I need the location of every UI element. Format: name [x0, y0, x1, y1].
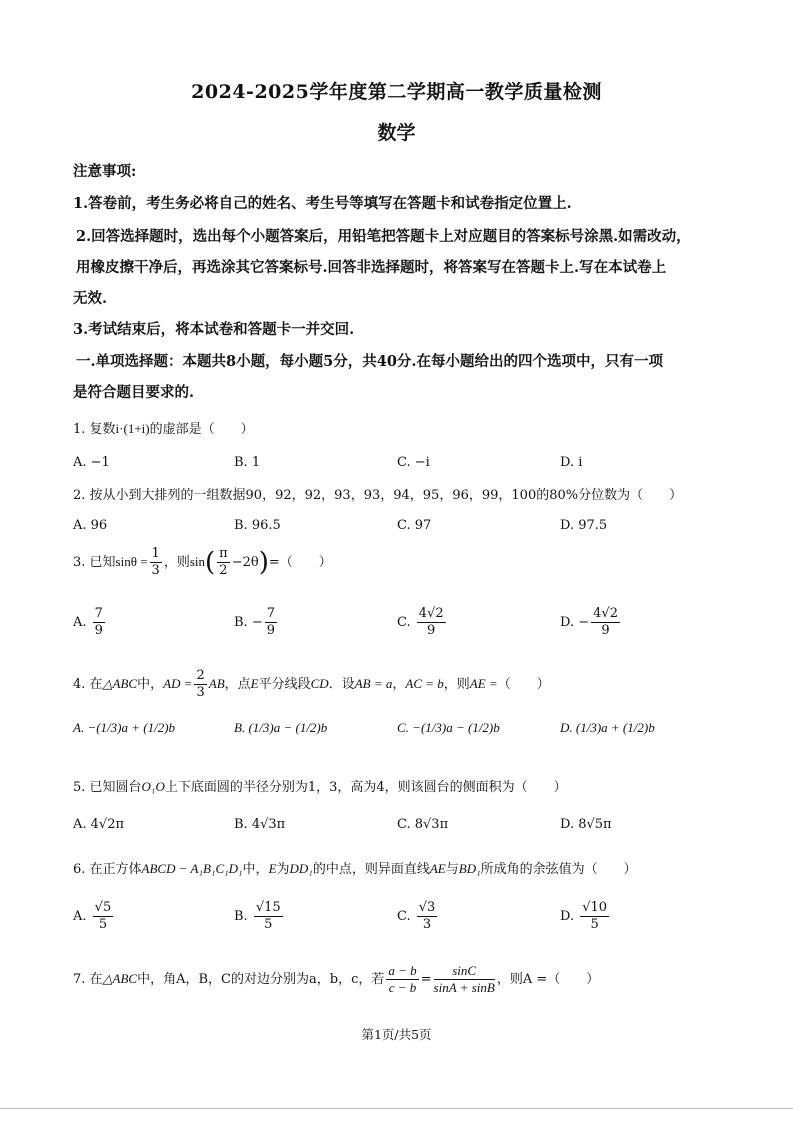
question-3-option-b-num: 7 — [266, 606, 276, 621]
question-7-mid: 中，角A，B，C的对边分别为a，b，c，若 — [137, 972, 385, 987]
question-3-option-c-den: 9 — [427, 623, 436, 638]
subject-title: 数学 — [377, 122, 416, 144]
question-1-option-d: D. i — [560, 455, 583, 470]
question-4-mid-3: 平分线段 — [258, 677, 311, 692]
question-6-option-c-num: √3 — [418, 900, 436, 915]
question-3-option-b-den: 9 — [266, 623, 276, 638]
question-4-vector-ab: AB = a — [354, 676, 393, 691]
question-6-suffix: 所成角的余弦值为（ ） — [480, 862, 637, 877]
question-3-condition: sinθ = — [115, 554, 148, 569]
question-7-equals: = — [420, 972, 432, 987]
exam-title: 2024-2025学年度第二学期高一教学质量检测 — [191, 81, 602, 103]
question-3-option-a-den: 9 — [94, 623, 103, 638]
question-6-mid-4: 与 — [445, 862, 459, 877]
question-5-option-d: D. 8√5π — [560, 817, 612, 832]
question-3-option-a-num: 7 — [94, 606, 103, 621]
question-1-suffix: 的虚部是（ ） — [149, 422, 254, 437]
question-3-option-c-label: C. — [397, 615, 411, 630]
question-6-option-a-num: √5 — [94, 900, 112, 915]
section-1-heading-line-1: 一.单项选择题：本题共8小题，每小题5分，共40分.在每小题给出的四个选项中，只有一项 — [76, 353, 663, 370]
question-6-option-c-den: 3 — [422, 917, 432, 932]
question-6 — [73, 858, 637, 877]
question-4-ab: AB — [208, 676, 225, 691]
question-1-prefix: 1. 复数 — [73, 422, 116, 437]
question-3-fraction — [150, 546, 162, 579]
question-3-fraction-den: 3 — [151, 563, 160, 578]
question-3-inner-fraction — [217, 546, 230, 579]
question-6-option-a-den: 5 — [98, 917, 108, 932]
question-4-fraction-den: 3 — [196, 685, 205, 700]
question-6-mid-1: 中， — [242, 862, 269, 877]
bottom-divider — [0, 1108, 793, 1109]
notice-item-2-line-2: 用橡皮擦干净后，再选涂其它答案标号.回答非选择题时，将答案写在答题卡上.写在本试卷上 — [76, 259, 667, 276]
question-3-inner-rest: −2θ — [231, 555, 259, 570]
question-2-option-b: B. 96.5 — [234, 518, 281, 533]
question-3-option-a — [73, 606, 107, 639]
question-6-cube: ABCD − A₁B₁C₁D₁ — [141, 861, 243, 876]
question-6-option-d — [560, 900, 611, 933]
question-4-mid-4: ．设 — [328, 677, 355, 692]
question-1-option-a: A. −1 — [73, 455, 110, 470]
question-7-triangle: △ABC — [102, 971, 138, 986]
question-6-prefix: 6. 在正方体 — [73, 862, 142, 877]
question-6-option-c-label: C. — [397, 909, 411, 924]
question-6-e: E — [268, 861, 277, 876]
question-4-mid-2: ，点 — [224, 677, 251, 692]
question-3-option-c-num: 4√2 — [418, 606, 444, 621]
notice-item-3: 3.考试结束后，将本试卷和答题卡一并交回. — [73, 321, 355, 338]
question-7-lhs-num: a − b — [388, 963, 417, 978]
question-5 — [73, 776, 567, 795]
question-4-vector-ae: AE = — [469, 676, 498, 691]
question-6-option-a-label: A. — [73, 909, 87, 924]
question-5-suffix: 上下底面圆的半径分别为1，3，高为4，则该圆台的侧面积为（ ） — [164, 780, 567, 795]
notice-heading: 注意事项: — [73, 163, 137, 180]
question-4: 4. 在△ABC中，AD = $\frac{2}{3}$ AB，点E平分线段CD．设AB = a，AC = b，则AE =（ ） — [73, 668, 550, 700]
section-1-heading-line-2: 是符合题目要求的. — [73, 384, 195, 401]
question-3-fraction-num: 1 — [151, 546, 160, 561]
question-7 — [73, 963, 599, 996]
question-5-option-b: B. 4√3π — [234, 817, 286, 832]
question-6-option-b-label: B. — [234, 909, 248, 924]
question-4-option-a: A. −(1/3)a + (1/2)b — [73, 720, 176, 735]
question-4-option-b: B. (1/3)a − (1/2)b — [234, 720, 328, 735]
question-4-ad: AD = — [163, 676, 193, 691]
question-6-mid-3: 的中点，则异面直线 — [312, 862, 430, 877]
question-4-option-c: C. −(1/3)a − (1/2)b — [397, 720, 500, 735]
question-4-fraction — [194, 668, 206, 701]
question-6-bd: BD₁ — [458, 861, 481, 876]
question-2-option-a: A. 96 — [73, 518, 108, 533]
question-3-option-b-label: B. — [234, 615, 248, 630]
question-4-suffix: （ ） — [497, 677, 550, 692]
question-6-option-d-num: √10 — [582, 900, 608, 915]
question-3-option-b-sign: − — [251, 615, 263, 630]
question-3-option-a-label: A. — [73, 615, 87, 630]
question-1-option-c: C. −i — [397, 455, 430, 470]
question-3-option-b — [234, 606, 279, 639]
question-1-expr: i·(1+i) — [115, 421, 150, 436]
question-6-ae: AE — [429, 861, 446, 876]
question-6-option-c — [397, 900, 439, 933]
question-3-option-d-num: 4√2 — [593, 606, 618, 621]
question-6-mid-2: 为 — [276, 862, 290, 877]
question-3-inner-den: 2 — [219, 563, 228, 578]
question-4-triangle: △ABC — [102, 676, 138, 691]
notice-item-2-line-1: 2.回答选择题时，选出每个小题答案后，用铅笔把答题卡上对应题目的答案标号涂黑.如需改动， — [76, 228, 691, 245]
question-1-option-b: B. 1 — [234, 455, 261, 470]
question-3-option-d-den: 9 — [601, 623, 610, 638]
question-4-fraction-num: 2 — [196, 668, 205, 683]
question-7-rhs-num: sinC — [434, 963, 495, 980]
notice-item-2-line-3: 无效. — [73, 290, 108, 307]
question-4-mid-1: 中， — [137, 677, 164, 692]
question-3-inner-num: π — [219, 546, 228, 561]
notice-item-1: 1.答卷前，考生务必将自己的姓名、考生号等填写在答题卡和试卷指定位置上. — [73, 195, 572, 212]
question-6-option-b-num: √15 — [255, 900, 281, 915]
question-6-dd: DD₁ — [289, 861, 313, 876]
question-3-option-c — [397, 606, 448, 639]
question-2-option-d: D. 97.5 — [560, 518, 608, 533]
page-number: 第1页/共5页 — [361, 1027, 432, 1042]
question-3-option-d — [560, 606, 622, 639]
question-3-mid: ，则 — [163, 555, 190, 570]
question-7-lhs-den: c − b — [388, 980, 417, 995]
question-3: 3. 已知sinθ = $\frac{1}{3}$ ，则sin( $\frac{\pi}{2}$ −2θ)=（ ） — [73, 546, 332, 578]
question-3-option-d-label: D. — [560, 615, 575, 630]
question-3-func: sin — [189, 554, 205, 569]
question-3-suffix: =（ ） — [268, 555, 332, 570]
question-2-option-c: C. 97 — [397, 518, 432, 533]
question-3-option-d-sign: − — [578, 615, 590, 630]
question-5-prefix: 5. 已知圆台 — [73, 780, 142, 795]
question-6-option-b-den: 5 — [264, 917, 273, 932]
question-1 — [73, 418, 254, 437]
question-4-option-d: D. (1/3)a + (1/2)b — [560, 720, 655, 735]
question-2: 2. 按从小到大排列的一组数据90，92，92，93，93，94，95，96，99，100的80%分位数为（ ） — [73, 488, 683, 503]
question-7-rhs-fraction — [434, 963, 495, 996]
question-4-e: E — [250, 676, 259, 691]
question-5-option-a: A. 4√2π — [73, 817, 125, 832]
question-4-mid-5: ，则 — [443, 677, 470, 692]
question-7-suffix: ，则A =（ ） — [496, 972, 600, 987]
question-7-lhs-fraction — [386, 963, 418, 996]
question-6-option-b — [234, 900, 285, 933]
question-7-rhs-den: sinA + sinB — [433, 980, 495, 995]
question-4-cd: CD — [310, 676, 329, 691]
question-3-prefix: 3. 已知 — [73, 555, 116, 570]
question-4-prefix: 4. 在 — [73, 677, 103, 692]
question-6-option-a — [73, 900, 115, 933]
question-7-prefix: 7. 在 — [73, 972, 103, 987]
question-4-vector-ac: AC = b — [405, 676, 444, 691]
question-5-frustum: O₁O — [141, 779, 165, 794]
question-5-option-c: C. 8√3π — [397, 817, 449, 832]
question-6-option-d-den: 5 — [590, 917, 599, 932]
question-6-option-d-label: D. — [560, 909, 575, 924]
